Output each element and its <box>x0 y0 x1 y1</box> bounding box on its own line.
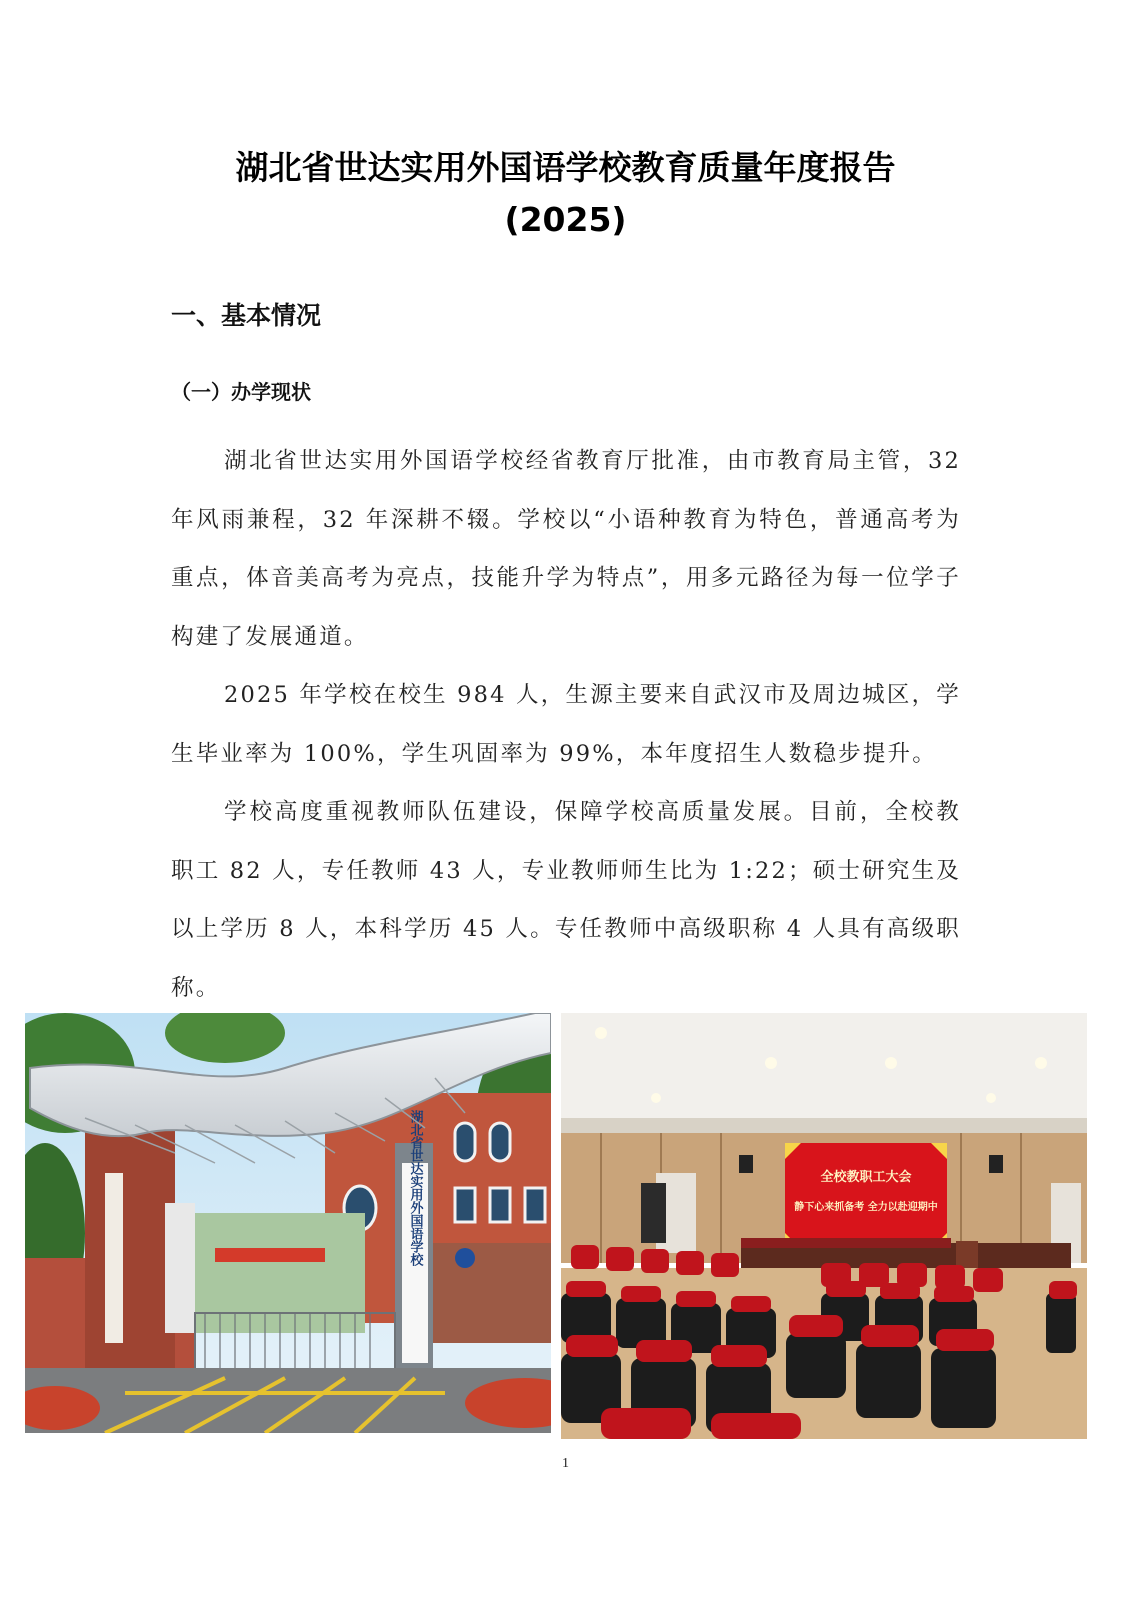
gate-vertical-sign: 湖北省世达实用外国语学校 <box>407 1110 423 1266</box>
document-title: 湖北省世达实用外国语学校教育质量年度报告 <box>235 148 896 187</box>
document-year: (2025) <box>504 200 627 239</box>
paragraph: 学校高度重视教师队伍建设，保障学校高质量发展。目前，全校教职工 82 人，专任教师 43 人，专业教师师生比为 1:22；硕士研究生及以上学历 8 人，本科学历 45 人。专任教师中高级职称 4 人具有高级职称。 <box>171 799 961 1001</box>
school-gate-photo <box>25 1013 551 1433</box>
paragraph: 湖北省世达实用外国语学校经省教育厅批准，由市教育局主管，32 年风雨兼程，32 年深耕不辍。学校以“小语种教育为特色，普通高考为重点，体音美高考为亮点，技能升学为特点”，用多元路径为每一位学子构建了发展通道。 <box>171 448 961 650</box>
auditorium-photo <box>561 1013 1087 1439</box>
screen-subtitle: 静下心来抓备考 全力以赴迎期中 <box>794 1202 938 1213</box>
section-heading: 一、基本情况 <box>171 301 322 330</box>
page-number: 1 <box>562 1456 569 1471</box>
subsection-heading: （一）办学现状 <box>171 380 311 404</box>
paragraph: 2025 年学校在校生 984 人，生源主要来自武汉市及周边城区，学生毕业率为 100%，学生巩固率为 99%，本年度招生人数稳步提升。 <box>171 682 961 767</box>
screen-title: 全校教职工大会 <box>820 1170 912 1185</box>
